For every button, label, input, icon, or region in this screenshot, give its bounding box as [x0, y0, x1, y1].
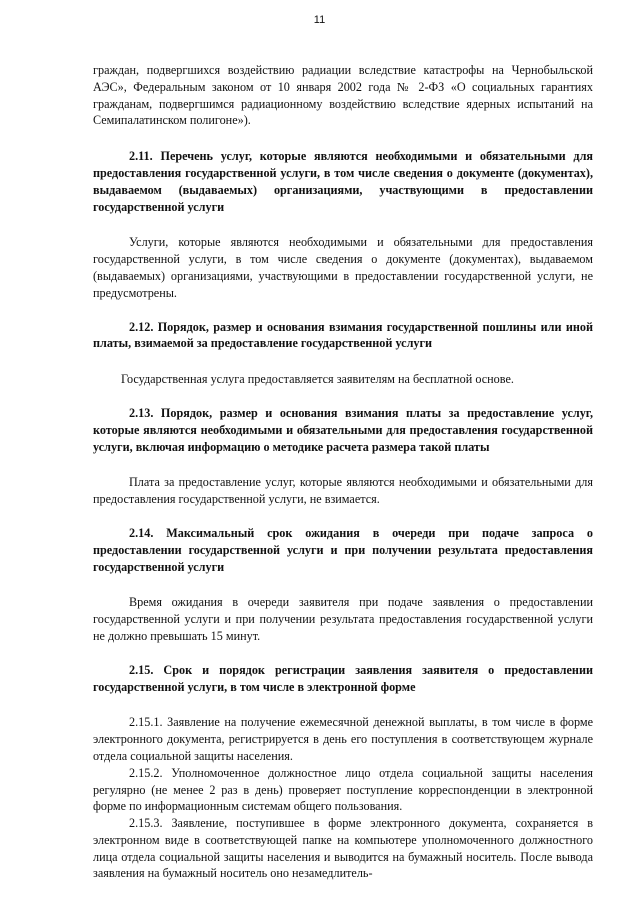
- heading-2-11: 2.11. Перечень услуг, которые являются необходимыми и обязательными для предоставления государственной услуги, в том числе сведения о документе (документах), выдаваемом (выдаваемых) организациями, участвующими в предоставлении государственной услуги: [93, 149, 593, 214]
- paragraph-2-15-1: 2.15.1. Заявление на получение ежемесячной денежной выплаты, в том числе в форме электронного документа, регистрируется в день его поступления в соответствующем журнале отдела социальной защиты населения.: [93, 715, 593, 763]
- paragraph-2-11: Услуги, которые являются необходимыми и обязательными для предоставления государственной услуги, в том числе сведения о документе (документах), выдаваемом (выдаваемых) организациями, участвующими в предоставлении государственной услуги, не предусмотрены.: [93, 235, 593, 300]
- paragraph-2-14: Время ожидания в очереди заявителя при подаче заявления о предоставлении государственной услуги и при получении результата предоставления государственной услуги не должно превышать 15 минут.: [93, 595, 593, 643]
- heading-2-12: 2.12. Порядок, размер и основания взимания государственной пошлины или иной платы, взимаемой за предоставление государственной услуги: [93, 319, 593, 351]
- page-number: 11: [313, 14, 326, 26]
- paragraph-2-12: Государственная услуга предоставляется заявителям на бесплатной основе.: [121, 372, 514, 387]
- paragraph-continuation: граждан, подвергшихся воздействию радиации вследствие катастрофы на Чернобыльской АЭС», Федеральным законом от 10 января 2002 года № 2-ФЗ «О социальных гарантиях гражданам, подвергшимся радиационному воздействию вследствие ядерных испытаний на Семипалатинском полигоне»).: [93, 63, 593, 128]
- heading-2-14: 2.14. Максимальный срок ожидания в очереди при подаче запроса о предоставлении государственной услуги и при получении результата предоставления государственной услуги: [93, 525, 593, 574]
- heading-2-13: 2.13. Порядок, размер и основания взимания платы за предоставление услуг, которые являются необходимыми и обязательными для предоставления государственной услуги, включая информацию о методике расчета размера такой платы: [93, 405, 593, 454]
- heading-2-15: 2.15. Срок и порядок регистрации заявления заявителя о предоставлении государственной услуги, в том числе в электронной форме: [93, 662, 593, 694]
- paragraph-2-15-2: 2.15.2. Уполномоченное должностное лицо отдела социальной защиты населения регулярно (не менее 2 раз в день) проверяет поступление корреспонденции в электронной форме по информационным системам общего пользования.: [93, 765, 593, 814]
- paragraph-2-15-3: 2.15.3. Заявление, поступившее в форме электронного документа, сохраняется в электронном виде в соответствующей папке на компьютере уполномоченного должностного лица отдела социальной защиты населения и выводится на бумажный носитель. После вывода заявления на бумажный носитель оно незамедлитель-: [93, 816, 593, 881]
- document-body: [93, 62, 593, 882]
- paragraph-2-13: Плата за предоставление услуг, которые являются необходимыми и обязательными для предоставления государственной услуги, не взимается.: [93, 475, 593, 507]
